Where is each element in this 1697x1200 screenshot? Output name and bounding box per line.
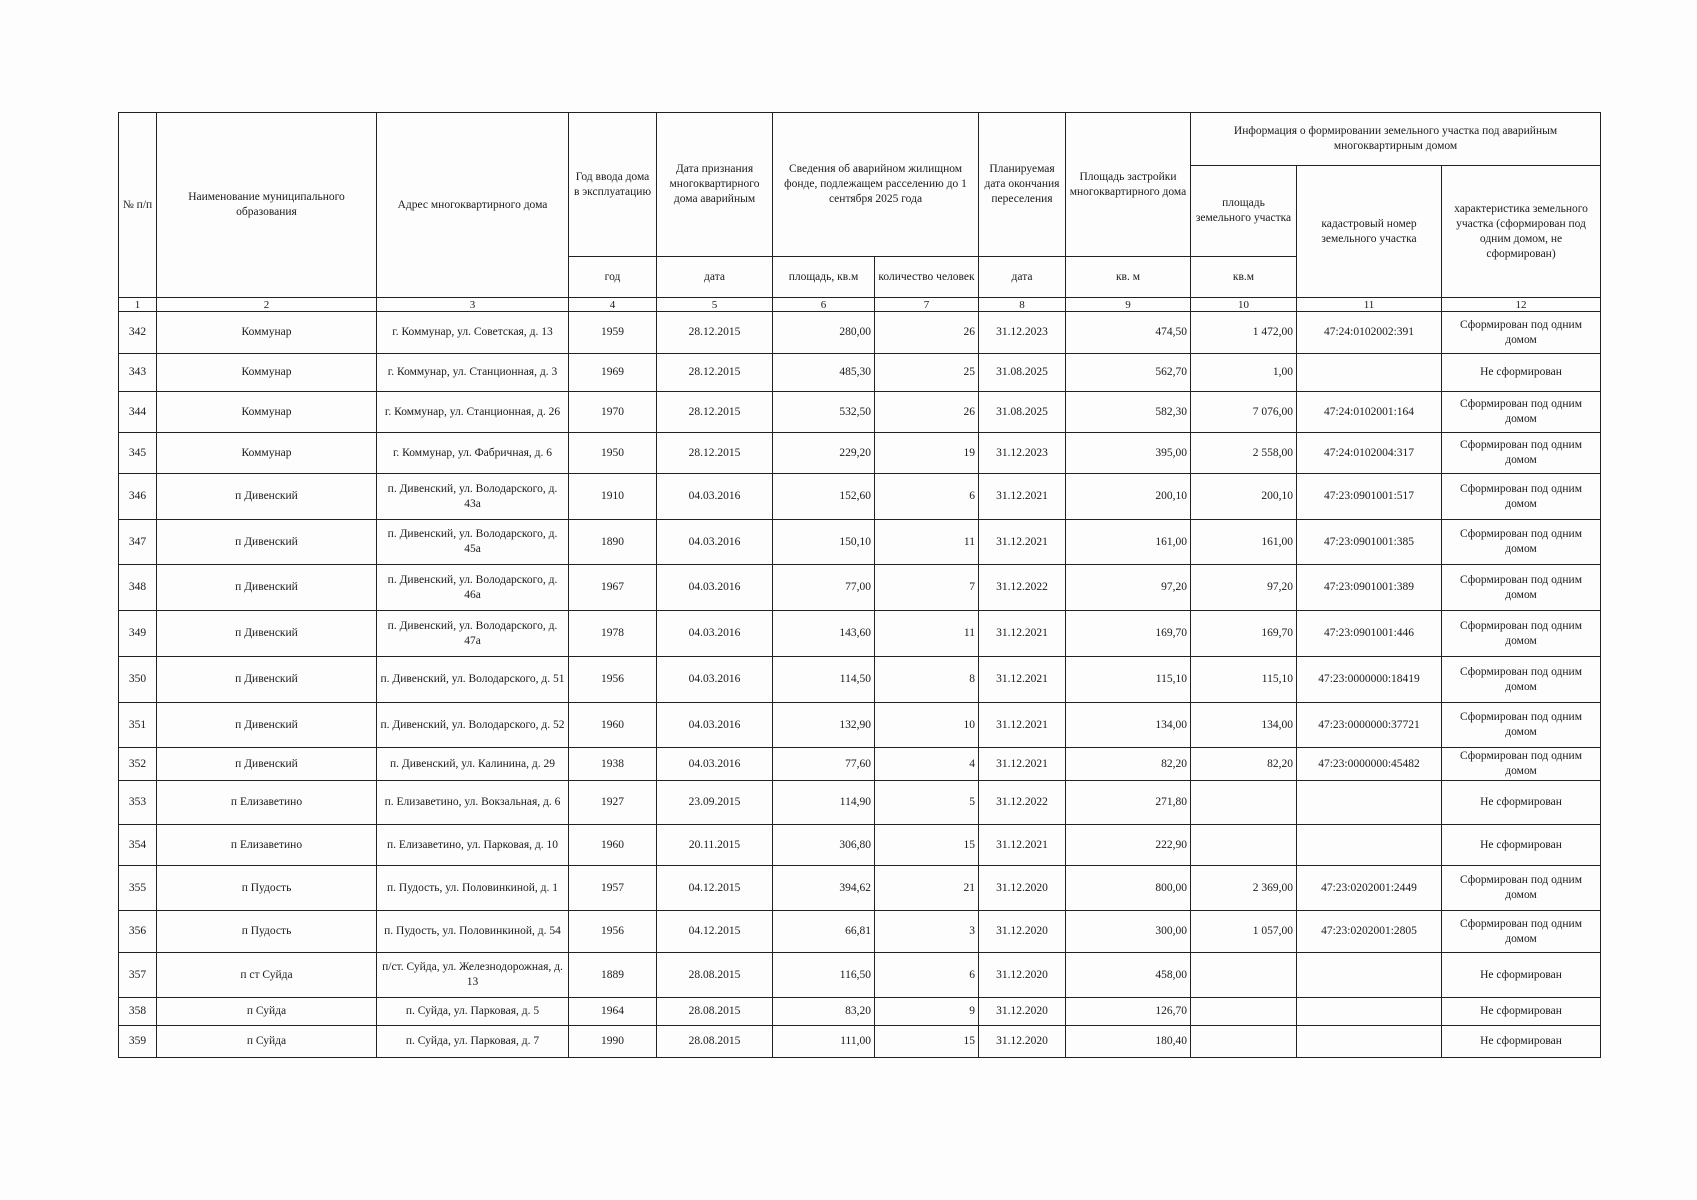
recognized-date-cell: 28.08.2015 [657, 1026, 773, 1058]
row-number: 348 [119, 565, 157, 611]
year-cell: 1889 [569, 953, 657, 998]
area-cell: 66,81 [773, 911, 875, 953]
cadastral-cell: 47:23:0901001:517 [1297, 474, 1442, 520]
cadastral-cell [1297, 1026, 1442, 1058]
municipality-cell: п Дивенский [157, 657, 377, 703]
land-status-cell: Сформирован под одним домом [1442, 565, 1601, 611]
people-cell: 7 [875, 565, 979, 611]
column-number-row [119, 298, 1601, 312]
land-status-cell: Сформирован под одним домом [1442, 748, 1601, 781]
column-number: 11 [1297, 298, 1442, 312]
people-cell: 25 [875, 354, 979, 392]
land-area-cell [1191, 998, 1297, 1026]
header-planned-date: Планируемая дата окончания переселения [979, 113, 1066, 257]
year-cell: 1938 [569, 748, 657, 781]
people-cell: 19 [875, 433, 979, 474]
year-cell: 1959 [569, 312, 657, 354]
municipality-cell: п Дивенский [157, 703, 377, 748]
planned-date-cell: 31.12.2020 [979, 998, 1066, 1026]
people-cell: 10 [875, 703, 979, 748]
header-cadastral: кадастровый номер земельного участка [1297, 166, 1442, 298]
area-cell: 143,60 [773, 611, 875, 657]
year-cell: 1964 [569, 998, 657, 1026]
row-number: 344 [119, 392, 157, 433]
municipality-cell: п Суйда [157, 998, 377, 1026]
recognized-date-cell: 04.03.2016 [657, 703, 773, 748]
year-cell: 1910 [569, 474, 657, 520]
year-cell: 1890 [569, 520, 657, 565]
row-number: 345 [119, 433, 157, 474]
address-cell: г. Коммунар, ул. Станционная, д. 3 [377, 354, 569, 392]
building-area-cell: 161,00 [1066, 520, 1191, 565]
cadastral-cell: 47:23:0000000:37721 [1297, 703, 1442, 748]
land-area-cell: 2 558,00 [1191, 433, 1297, 474]
table-row [119, 474, 1601, 520]
building-area-cell: 474,50 [1066, 312, 1191, 354]
header-municipality: Наименование муниципального образования [157, 113, 377, 298]
year-cell: 1960 [569, 703, 657, 748]
municipality-cell: п ст Суйда [157, 953, 377, 998]
emergency-housing-table [118, 112, 1601, 1058]
header-land-area: площадь земельного участка [1191, 166, 1297, 257]
planned-date-cell: 31.12.2021 [979, 748, 1066, 781]
recognized-date-cell: 04.03.2016 [657, 657, 773, 703]
year-cell: 1950 [569, 433, 657, 474]
column-number: 4 [569, 298, 657, 312]
header-building-area: Площадь застройки многоквартирного дома [1066, 113, 1191, 257]
municipality-cell: п Елизаветино [157, 781, 377, 825]
planned-date-cell: 31.12.2020 [979, 1026, 1066, 1058]
land-area-cell [1191, 953, 1297, 998]
table-row [119, 998, 1601, 1026]
header-address: Адрес многоквартирного дома [377, 113, 569, 298]
area-cell: 150,10 [773, 520, 875, 565]
address-cell: г. Коммунар, ул. Станционная, д. 26 [377, 392, 569, 433]
land-status-cell: Сформирован под одним домом [1442, 703, 1601, 748]
address-cell: п. Дивенский, ул. Володарского, д. 51 [377, 657, 569, 703]
recognized-date-cell: 28.12.2015 [657, 354, 773, 392]
cadastral-cell: 47:23:0202001:2805 [1297, 911, 1442, 953]
row-number: 346 [119, 474, 157, 520]
row-number: 349 [119, 611, 157, 657]
people-cell: 4 [875, 748, 979, 781]
land-status-cell: Сформирован под одним домом [1442, 911, 1601, 953]
address-cell: п. Дивенский, ул. Володарского, д. 43а [377, 474, 569, 520]
cadastral-cell: 47:23:0000000:45482 [1297, 748, 1442, 781]
table-row [119, 748, 1601, 781]
cadastral-cell: 47:24:0102001:164 [1297, 392, 1442, 433]
land-area-cell: 1,00 [1191, 354, 1297, 392]
planned-date-cell: 31.12.2022 [979, 565, 1066, 611]
planned-date-cell: 31.12.2021 [979, 657, 1066, 703]
cadastral-cell: 47:23:0901001:389 [1297, 565, 1442, 611]
column-number: 2 [157, 298, 377, 312]
land-area-cell [1191, 1026, 1297, 1058]
year-cell: 1956 [569, 911, 657, 953]
column-number: 5 [657, 298, 773, 312]
land-area-cell [1191, 781, 1297, 825]
recognized-date-cell: 04.12.2015 [657, 911, 773, 953]
municipality-cell: п Елизаветино [157, 825, 377, 866]
unit-planned-date: дата [979, 257, 1066, 298]
building-area-cell: 180,40 [1066, 1026, 1191, 1058]
area-cell: 114,50 [773, 657, 875, 703]
column-number: 8 [979, 298, 1066, 312]
address-cell: г. Коммунар, ул. Фабричная, д. 6 [377, 433, 569, 474]
table-row [119, 392, 1601, 433]
address-cell: п. Дивенский, ул. Володарского, д. 46а [377, 565, 569, 611]
row-number: 357 [119, 953, 157, 998]
recognized-date-cell: 28.12.2015 [657, 392, 773, 433]
people-cell: 6 [875, 474, 979, 520]
recognized-date-cell: 28.12.2015 [657, 312, 773, 354]
land-status-cell: Не сформирован [1442, 1026, 1601, 1058]
recognized-date-cell: 04.03.2016 [657, 748, 773, 781]
municipality-cell: п Дивенский [157, 611, 377, 657]
land-area-cell: 97,20 [1191, 565, 1297, 611]
address-cell: п. Дивенский, ул. Володарского, д. 52 [377, 703, 569, 748]
table-row [119, 703, 1601, 748]
row-number: 359 [119, 1026, 157, 1058]
land-status-cell: Сформирован под одним домом [1442, 611, 1601, 657]
table-row [119, 781, 1601, 825]
cadastral-cell [1297, 825, 1442, 866]
building-area-cell: 395,00 [1066, 433, 1191, 474]
cadastral-cell [1297, 953, 1442, 998]
building-area-cell: 200,10 [1066, 474, 1191, 520]
area-cell: 532,50 [773, 392, 875, 433]
table-row [119, 911, 1601, 953]
land-status-cell: Сформирован под одним домом [1442, 520, 1601, 565]
people-cell: 11 [875, 611, 979, 657]
table-row [119, 433, 1601, 474]
area-cell: 229,20 [773, 433, 875, 474]
planned-date-cell: 31.12.2020 [979, 911, 1066, 953]
cadastral-cell: 47:23:0202001:2449 [1297, 866, 1442, 911]
land-area-cell: 2 369,00 [1191, 866, 1297, 911]
people-cell: 21 [875, 866, 979, 911]
address-cell: п. Елизаветино, ул. Парковая, д. 10 [377, 825, 569, 866]
land-area-cell: 169,70 [1191, 611, 1297, 657]
column-number: 1 [119, 298, 157, 312]
row-number: 353 [119, 781, 157, 825]
area-cell: 77,60 [773, 748, 875, 781]
address-cell: п. Суйда, ул. Парковая, д. 5 [377, 998, 569, 1026]
unit-building-area: кв. м [1066, 257, 1191, 298]
row-number: 352 [119, 748, 157, 781]
land-status-cell: Сформирован под одним домом [1442, 312, 1601, 354]
area-cell: 152,60 [773, 474, 875, 520]
header-number: № п/п [119, 113, 157, 298]
recognized-date-cell: 28.08.2015 [657, 953, 773, 998]
municipality-cell: п Дивенский [157, 474, 377, 520]
table-row [119, 611, 1601, 657]
building-area-cell: 800,00 [1066, 866, 1191, 911]
building-area-cell: 582,30 [1066, 392, 1191, 433]
area-cell: 111,00 [773, 1026, 875, 1058]
year-cell: 1957 [569, 866, 657, 911]
municipality-cell: п Дивенский [157, 748, 377, 781]
year-cell: 1969 [569, 354, 657, 392]
people-cell: 8 [875, 657, 979, 703]
area-cell: 280,00 [773, 312, 875, 354]
year-cell: 1956 [569, 657, 657, 703]
cadastral-cell [1297, 354, 1442, 392]
row-number: 350 [119, 657, 157, 703]
land-status-cell: Не сформирован [1442, 354, 1601, 392]
recognized-date-cell: 04.03.2016 [657, 474, 773, 520]
column-number: 9 [1066, 298, 1191, 312]
land-area-cell: 134,00 [1191, 703, 1297, 748]
land-status-cell: Сформирован под одним домом [1442, 657, 1601, 703]
year-cell: 1967 [569, 565, 657, 611]
building-area-cell: 222,90 [1066, 825, 1191, 866]
planned-date-cell: 31.12.2022 [979, 781, 1066, 825]
row-number: 343 [119, 354, 157, 392]
table-row [119, 1026, 1601, 1058]
column-number: 6 [773, 298, 875, 312]
people-cell: 5 [875, 781, 979, 825]
land-area-cell: 7 076,00 [1191, 392, 1297, 433]
area-cell: 114,90 [773, 781, 875, 825]
land-status-cell: Сформирован под одним домом [1442, 433, 1601, 474]
address-cell: п. Дивенский, ул. Володарского, д. 47а [377, 611, 569, 657]
planned-date-cell: 31.12.2021 [979, 474, 1066, 520]
header-land-characteristic: характеристика земельного участка (сформирован под одним домом, не сформирован) [1442, 166, 1601, 298]
area-cell: 116,50 [773, 953, 875, 998]
people-cell: 15 [875, 825, 979, 866]
header-land-info: Информация о формировании земельного участка под аварийным многоквартирным домом [1191, 113, 1601, 166]
people-cell: 26 [875, 392, 979, 433]
recognized-date-cell: 04.03.2016 [657, 520, 773, 565]
planned-date-cell: 31.12.2021 [979, 611, 1066, 657]
building-area-cell: 134,00 [1066, 703, 1191, 748]
year-cell: 1978 [569, 611, 657, 657]
cadastral-cell [1297, 781, 1442, 825]
header-year: Год ввода дома в эксплуатацию [569, 113, 657, 257]
people-cell: 9 [875, 998, 979, 1026]
people-cell: 11 [875, 520, 979, 565]
table-row [119, 520, 1601, 565]
land-area-cell: 1 472,00 [1191, 312, 1297, 354]
table-row [119, 565, 1601, 611]
cadastral-cell [1297, 998, 1442, 1026]
year-cell: 1927 [569, 781, 657, 825]
column-number: 12 [1442, 298, 1601, 312]
area-cell: 77,00 [773, 565, 875, 611]
table-row [119, 825, 1601, 866]
planned-date-cell: 31.12.2021 [979, 703, 1066, 748]
planned-date-cell: 31.12.2020 [979, 953, 1066, 998]
recognized-date-cell: 04.03.2016 [657, 611, 773, 657]
planned-date-cell: 31.12.2021 [979, 825, 1066, 866]
table-row [119, 657, 1601, 703]
address-cell: п. Дивенский, ул. Володарского, д. 45а [377, 520, 569, 565]
year-cell: 1990 [569, 1026, 657, 1058]
municipality-cell: п Пудость [157, 911, 377, 953]
land-status-cell: Не сформирован [1442, 825, 1601, 866]
land-status-cell: Не сформирован [1442, 953, 1601, 998]
municipality-cell: п Суйда [157, 1026, 377, 1058]
row-number: 355 [119, 866, 157, 911]
year-cell: 1970 [569, 392, 657, 433]
land-status-cell: Не сформирован [1442, 998, 1601, 1026]
cadastral-cell: 47:24:0102002:391 [1297, 312, 1442, 354]
unit-year: год [569, 257, 657, 298]
column-number: 3 [377, 298, 569, 312]
land-status-cell: Сформирован под одним домом [1442, 866, 1601, 911]
land-area-cell: 115,10 [1191, 657, 1297, 703]
land-area-cell [1191, 825, 1297, 866]
planned-date-cell: 31.08.2025 [979, 354, 1066, 392]
people-cell: 26 [875, 312, 979, 354]
cadastral-cell: 47:23:0901001:385 [1297, 520, 1442, 565]
address-cell: г. Коммунар, ул. Советская, д. 13 [377, 312, 569, 354]
land-area-cell: 200,10 [1191, 474, 1297, 520]
land-area-cell: 161,00 [1191, 520, 1297, 565]
municipality-cell: Коммунар [157, 312, 377, 354]
address-cell: п. Дивенский, ул. Калинина, д. 29 [377, 748, 569, 781]
municipality-cell: Коммунар [157, 354, 377, 392]
unit-land-area: кв.м [1191, 257, 1297, 298]
planned-date-cell: 31.08.2025 [979, 392, 1066, 433]
land-status-cell: Не сформирован [1442, 781, 1601, 825]
address-cell: п. Пудость, ул. Половинкиной, д. 54 [377, 911, 569, 953]
area-cell: 394,62 [773, 866, 875, 911]
table-row [119, 312, 1601, 354]
row-number: 342 [119, 312, 157, 354]
unit-area: площадь, кв.м [773, 257, 875, 298]
building-area-cell: 82,20 [1066, 748, 1191, 781]
municipality-cell: п Пудость [157, 866, 377, 911]
table-body [119, 312, 1601, 1058]
planned-date-cell: 31.12.2023 [979, 312, 1066, 354]
cadastral-cell: 47:23:0000000:18419 [1297, 657, 1442, 703]
building-area-cell: 458,00 [1066, 953, 1191, 998]
row-number: 347 [119, 520, 157, 565]
table-row [119, 953, 1601, 998]
row-number: 358 [119, 998, 157, 1026]
unit-date: дата [657, 257, 773, 298]
row-number: 351 [119, 703, 157, 748]
building-area-cell: 126,70 [1066, 998, 1191, 1026]
cadastral-cell: 47:24:0102004:317 [1297, 433, 1442, 474]
column-number: 7 [875, 298, 979, 312]
row-number: 354 [119, 825, 157, 866]
area-cell: 83,20 [773, 998, 875, 1026]
municipality-cell: п Дивенский [157, 520, 377, 565]
column-number: 10 [1191, 298, 1297, 312]
year-cell: 1960 [569, 825, 657, 866]
planned-date-cell: 31.12.2023 [979, 433, 1066, 474]
land-status-cell: Сформирован под одним домом [1442, 474, 1601, 520]
table-row [119, 354, 1601, 392]
people-cell: 6 [875, 953, 979, 998]
address-cell: п. Пудость, ул. Половинкиной, д. 1 [377, 866, 569, 911]
recognized-date-cell: 04.12.2015 [657, 866, 773, 911]
municipality-cell: Коммунар [157, 392, 377, 433]
area-cell: 132,90 [773, 703, 875, 748]
land-status-cell: Сформирован под одним домом [1442, 392, 1601, 433]
building-area-cell: 115,10 [1066, 657, 1191, 703]
recognized-date-cell: 28.08.2015 [657, 998, 773, 1026]
recognized-date-cell: 20.11.2015 [657, 825, 773, 866]
planned-date-cell: 31.12.2020 [979, 866, 1066, 911]
municipality-cell: Коммунар [157, 433, 377, 474]
header-recognized-date: Дата признания многоквартирного дома аварийным [657, 113, 773, 257]
recognized-date-cell: 28.12.2015 [657, 433, 773, 474]
planned-date-cell: 31.12.2021 [979, 520, 1066, 565]
land-area-cell: 82,20 [1191, 748, 1297, 781]
people-cell: 15 [875, 1026, 979, 1058]
table-row [119, 866, 1601, 911]
people-cell: 3 [875, 911, 979, 953]
recognized-date-cell: 04.03.2016 [657, 565, 773, 611]
header-fund-info: Сведения об аварийном жилищном фонде, подлежащем расселению до 1 сентября 2025 года [773, 113, 979, 257]
land-area-cell: 1 057,00 [1191, 911, 1297, 953]
address-cell: п. Суйда, ул. Парковая, д. 7 [377, 1026, 569, 1058]
building-area-cell: 169,70 [1066, 611, 1191, 657]
recognized-date-cell: 23.09.2015 [657, 781, 773, 825]
cadastral-cell: 47:23:0901001:446 [1297, 611, 1442, 657]
address-cell: п. Елизаветино, ул. Вокзальная, д. 6 [377, 781, 569, 825]
area-cell: 485,30 [773, 354, 875, 392]
row-number: 356 [119, 911, 157, 953]
building-area-cell: 300,00 [1066, 911, 1191, 953]
unit-people: количество человек [875, 257, 979, 298]
area-cell: 306,80 [773, 825, 875, 866]
municipality-cell: п Дивенский [157, 565, 377, 611]
building-area-cell: 562,70 [1066, 354, 1191, 392]
building-area-cell: 97,20 [1066, 565, 1191, 611]
address-cell: п/ст. Суйда, ул. Железнодорожная, д. 13 [377, 953, 569, 998]
building-area-cell: 271,80 [1066, 781, 1191, 825]
